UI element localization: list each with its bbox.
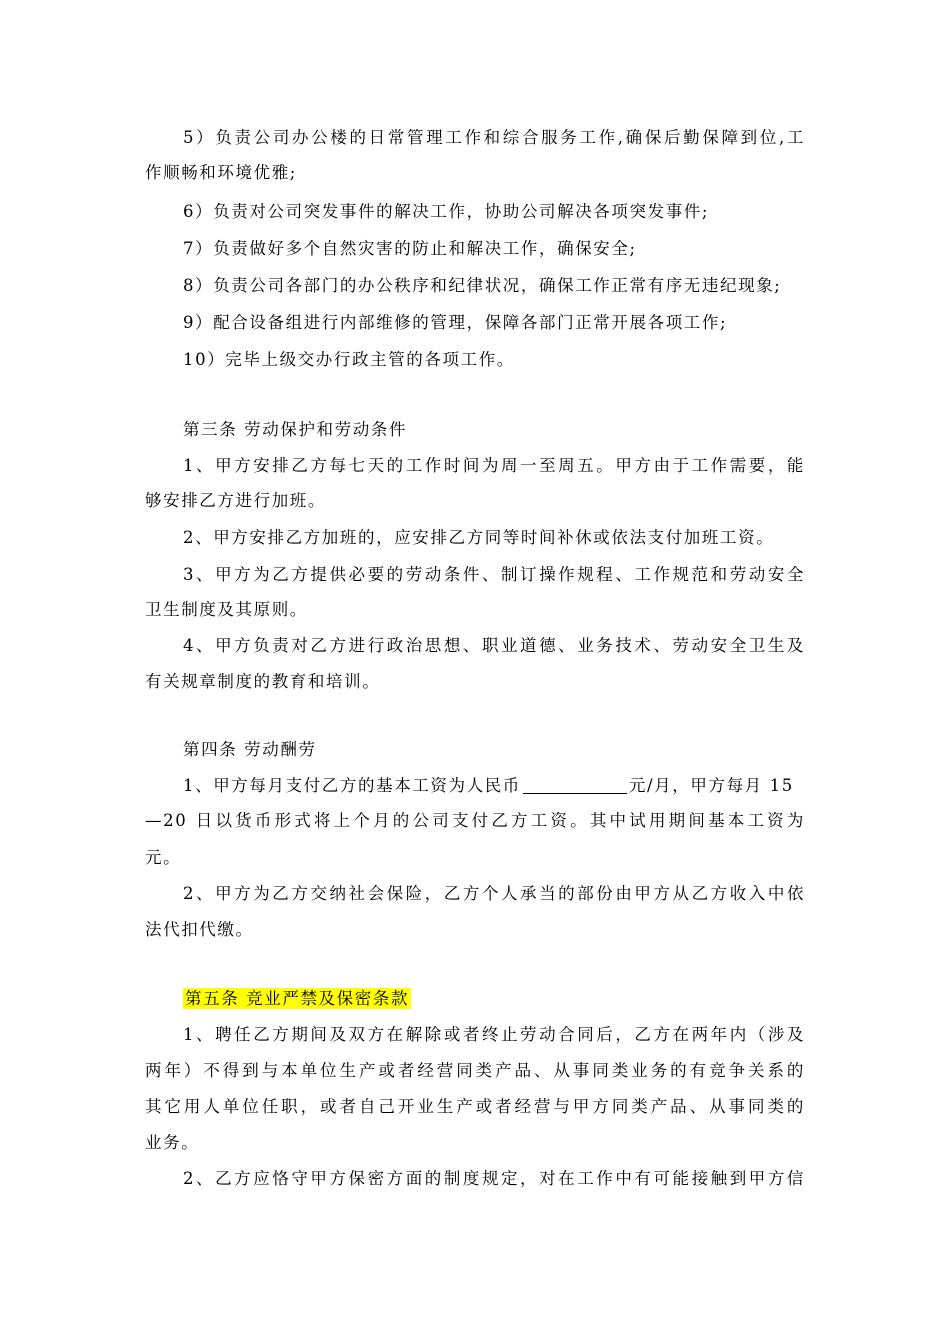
- salary-text-before-blank: 1、甲方每月支付乙方的基本工资为人民币: [183, 776, 521, 795]
- article-3-p3-line-1: 3、甲方为乙方提供必要的劳动条件、制订操作规程、工作规范和劳动安全: [183, 565, 805, 584]
- duty-item-6: 6）负责对公司突发事件的解决工作，协助公司解决各项突发事件;: [183, 202, 710, 221]
- duty-item-9: 9）配合设备组进行内部维修的管理，保障各部门正常开展各项工作;: [183, 313, 728, 332]
- article-3-p1-line-2: 够安排乙方进行加班。: [145, 491, 326, 510]
- article-4-p1-line-3: 元。: [145, 848, 182, 867]
- article-5-p2-line-1: 2、乙方应恪守甲方保密方面的制度规定，对在工作中有可能接触到甲方信: [183, 1169, 805, 1188]
- salary-amount-blank: [523, 777, 627, 794]
- article-3-p1-line-1: 1、甲方安排乙方每七天的工作时间为周一至周五。甲方由于工作需要，能: [183, 456, 805, 475]
- article-3-p4-line-1: 4、甲方负责对乙方进行政治思想、职业道德、业务技术、劳动安全卫生及: [183, 636, 805, 655]
- duty-item-5-line-1: 5）负责公司办公楼的日常管理工作和综合服务工作,确保后勤保障到位,工: [183, 128, 805, 147]
- article-3-p3-line-2: 卫生制度及其原则。: [145, 600, 308, 619]
- article-5-p1-line-3: 其它用人单位任职，或者自己开业生产或者经营与甲方同类产品、从事同类的: [145, 1097, 805, 1116]
- article-5-heading: 第五条 竞业严禁及保密条款: [185, 989, 410, 1008]
- duty-item-7: 7）负责做好多个自然灾害的防止和解决工作，确保安全;: [183, 239, 637, 258]
- duty-item-8: 8）负责公司各部门的办公秩序和纪律状况，确保工作正常有序无违纪现象;: [183, 276, 782, 295]
- article-4-p2-line-1: 2、甲方为乙方交纳社会保险，乙方个人承当的部份由甲方从乙方收入中依: [183, 884, 805, 903]
- duty-item-5-line-2: 作顺畅和环境优雅;: [145, 163, 297, 182]
- article-4-p1-line-2: —20 日以货币形式将上个月的公司支付乙方工资。其中试用期间基本工资为: [145, 811, 805, 830]
- article-5-p1-line-4: 业务。: [145, 1133, 200, 1152]
- salary-text-after-blank: 元/月，甲方每月 15: [628, 776, 794, 795]
- article-5-p1-line-1: 1、聘任乙方期间及双方在解除或者终止劳动合同后，乙方在两年内（涉及: [183, 1025, 805, 1044]
- article-4-heading: 第四条 劳动酬劳: [183, 740, 317, 759]
- article-5-heading-line: [183, 987, 805, 1011]
- article-3-p4-line-2: 有关规章制度的教育和培训。: [145, 672, 381, 691]
- article-3-p2: 2、甲方安排乙方加班的，应安排乙方同等时间补休或依法支付加班工资。: [183, 528, 775, 547]
- article-4-p2-line-2: 法代扣代缴。: [145, 920, 254, 939]
- duty-item-10: 10）完毕上级交办行政主管的各项工作。: [183, 350, 515, 369]
- article-5-p1-line-2: 两年）不得到与本单位生产或者经营同类产品、从事同类业务的有竞争关系的: [145, 1061, 805, 1080]
- article-3-heading: 第三条 劳动保护和劳动条件: [183, 420, 408, 439]
- article-4-p1-line-1: [183, 774, 805, 798]
